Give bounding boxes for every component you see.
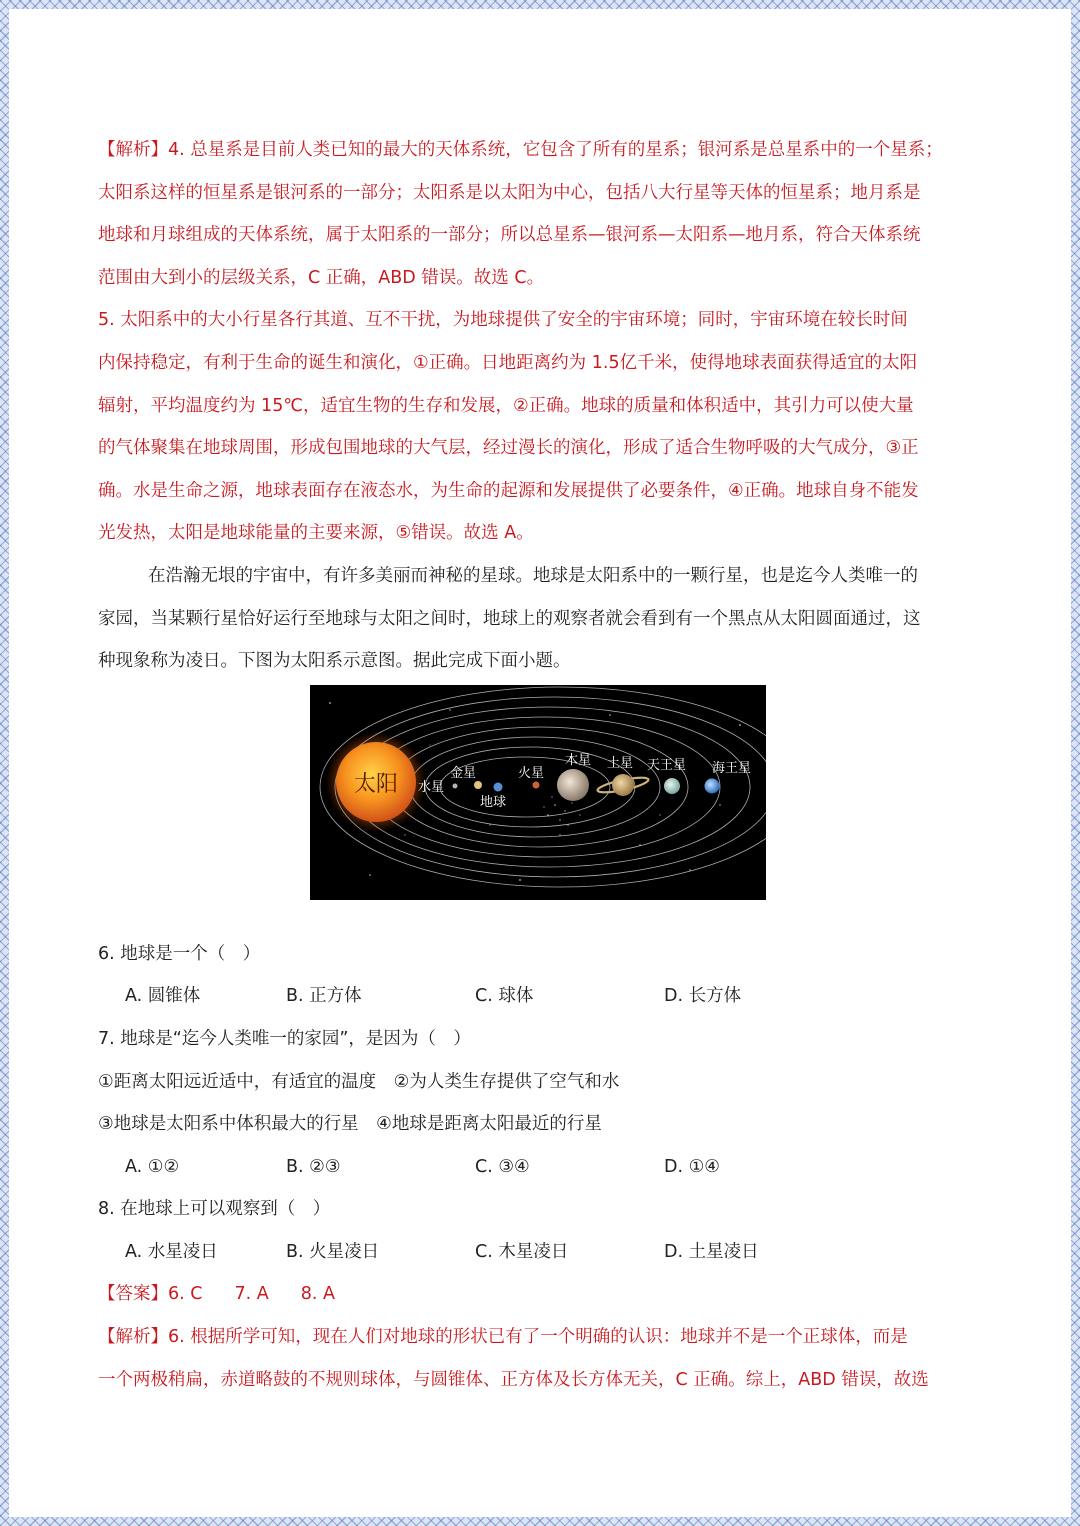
passage-line: 家园，当某颗行星恰好运行至地球与太阳之间时，地球上的观察者就会看到有一个黑点从太阳圆面通过，这 bbox=[98, 608, 921, 629]
answer-line bbox=[98, 1273, 988, 1316]
analysis-line: 的气体聚集在地球周围，形成包围地球的大气层，经过漫长的演化，形成了适合生物呼吸的大气成分，③正 bbox=[98, 438, 919, 459]
option-a: A. 圆锥体 bbox=[125, 986, 201, 1007]
neptune-label: 海王星 bbox=[712, 760, 752, 776]
jupiter bbox=[557, 769, 589, 801]
analysis-line: 范围由大到小的层级关系，C 正确，ABD 错误。故选 C。 bbox=[98, 267, 545, 288]
analysis-line: 5. 太阳系中的大小行星各行其道、互不干扰，为地球提供了安全的宇宙环境；同时，宇宙环境在较长时间 bbox=[98, 310, 908, 331]
uranus bbox=[664, 778, 680, 794]
earth bbox=[494, 782, 503, 791]
question-options bbox=[98, 975, 988, 1018]
analysis-line: 【解析】4. 总星系是目前人类已知的最大的天体系统，它包含了所有的星系；银河系是总星系中的一个星系； bbox=[98, 140, 943, 160]
option-d: D. ①④ bbox=[664, 1156, 720, 1177]
question-6 bbox=[98, 933, 988, 1018]
question-8 bbox=[98, 1188, 988, 1273]
saturn-label: 土星 bbox=[607, 755, 634, 771]
passage bbox=[98, 555, 988, 683]
option-b: B. ②③ bbox=[286, 1156, 341, 1177]
mars bbox=[533, 781, 540, 788]
venus-label: 金星 bbox=[450, 765, 477, 781]
mercury bbox=[453, 783, 458, 788]
analysis-6 bbox=[98, 1316, 988, 1401]
figure-container bbox=[98, 683, 988, 933]
answer-item: 7. A bbox=[234, 1284, 269, 1305]
analysis-line: 确。水是生命之源，地球表面存在液态水，为生命的起源和发展提供了必要条件，④正确。地球自身不能发 bbox=[98, 480, 919, 501]
question-statement: ①距离太阳远近适中，有适宜的温度 ②为人类生存提供了空气和水 bbox=[98, 1071, 620, 1092]
question-stem: 7. 地球是“迄今人类唯一的家园”，是因为（ ） bbox=[98, 1028, 471, 1049]
question-options bbox=[98, 1231, 988, 1274]
question-statement: ③地球是太阳系中体积最大的行星 ④地球是距离太阳最近的行星 bbox=[98, 1114, 602, 1135]
question-7 bbox=[98, 1018, 988, 1188]
mercury-label: 水星 bbox=[418, 779, 445, 795]
answer-item: 8. A bbox=[300, 1284, 335, 1305]
question-stem: 6. 地球是一个（ ） bbox=[98, 943, 261, 964]
option-b: B. 正方体 bbox=[286, 986, 362, 1007]
sun-label: 太阳 bbox=[353, 771, 399, 797]
passage-line: 在浩瀚无垠的宇宙中，有许多美丽而神秘的星球。地球是太阳系中的一颗行星，也是迄今人类唯一的 bbox=[148, 565, 918, 586]
question-stem: 8. 在地球上可以观察到（ ） bbox=[98, 1199, 331, 1220]
analysis-4-5 bbox=[98, 129, 988, 555]
saturn bbox=[597, 774, 650, 796]
venus bbox=[474, 781, 482, 789]
answer-tag: 【答案】 bbox=[98, 1284, 168, 1305]
analysis-tag: 【解析】 bbox=[98, 140, 168, 160]
earth-label: 地球 bbox=[480, 794, 507, 810]
passage-line: 种现象称为凌日。下图为太阳系示意图。据此完成下面小题。 bbox=[98, 651, 571, 672]
solar-system-diagram bbox=[310, 685, 766, 900]
analysis-line: 一个两极稍扁，赤道略鼓的不规则球体，与圆锥体、正方体及长方体无关，C 正确。综上，ABD 错误，故选 bbox=[98, 1369, 929, 1390]
option-d: D. 土星凌日 bbox=[664, 1241, 759, 1262]
option-a: A. ①② bbox=[125, 1156, 180, 1177]
analysis-line: 内保持稳定，有利于生命的诞生和演化，①正确。日地距离约为 1.5亿千米，使得地球表面获得适宜的太阳 bbox=[98, 352, 918, 373]
option-d: D. 长方体 bbox=[664, 986, 742, 1007]
document-content bbox=[98, 129, 988, 1401]
analysis-tag: 【解析】 bbox=[98, 1327, 168, 1348]
analysis-line: 太阳系这样的恒星系是银河系的一部分；太阳系是以太阳为中心，包括八大行星等天体的恒星系；地月系是 bbox=[98, 182, 921, 203]
solar-system-svg bbox=[310, 685, 766, 900]
option-c: C. 木星凌日 bbox=[475, 1241, 569, 1262]
analysis-line: 辐射，平均温度约为 15℃，适宜生物的生存和发展，②正确。地球的质量和体积适中，其引力可以使大量 bbox=[98, 395, 914, 416]
jupiter-label: 木星 bbox=[565, 752, 592, 768]
answer-item: 6. C bbox=[168, 1284, 203, 1305]
analysis-line: 光发热，太阳是地球能量的主要来源，⑤错误。故选 A。 bbox=[98, 523, 534, 544]
analysis-line: 【解析】6. 根据所学可知，现在人们对地球的形状已有了一个明确的认识：地球并不是一个正球体，而是 bbox=[98, 1327, 908, 1348]
option-c: C. 球体 bbox=[475, 986, 534, 1007]
uranus-label: 天王星 bbox=[647, 757, 687, 773]
mars-label: 火星 bbox=[518, 765, 545, 781]
neptune bbox=[705, 778, 720, 793]
option-a: A. 水星凌日 bbox=[125, 1241, 218, 1262]
option-b: B. 火星凌日 bbox=[286, 1241, 380, 1262]
question-options bbox=[98, 1146, 988, 1189]
option-c: C. ③④ bbox=[475, 1156, 530, 1177]
analysis-line: 地球和月球组成的天体系统，属于太阳系的一部分；所以总星系—银河系—太阳系—地月系，符合天体系统 bbox=[98, 225, 921, 246]
